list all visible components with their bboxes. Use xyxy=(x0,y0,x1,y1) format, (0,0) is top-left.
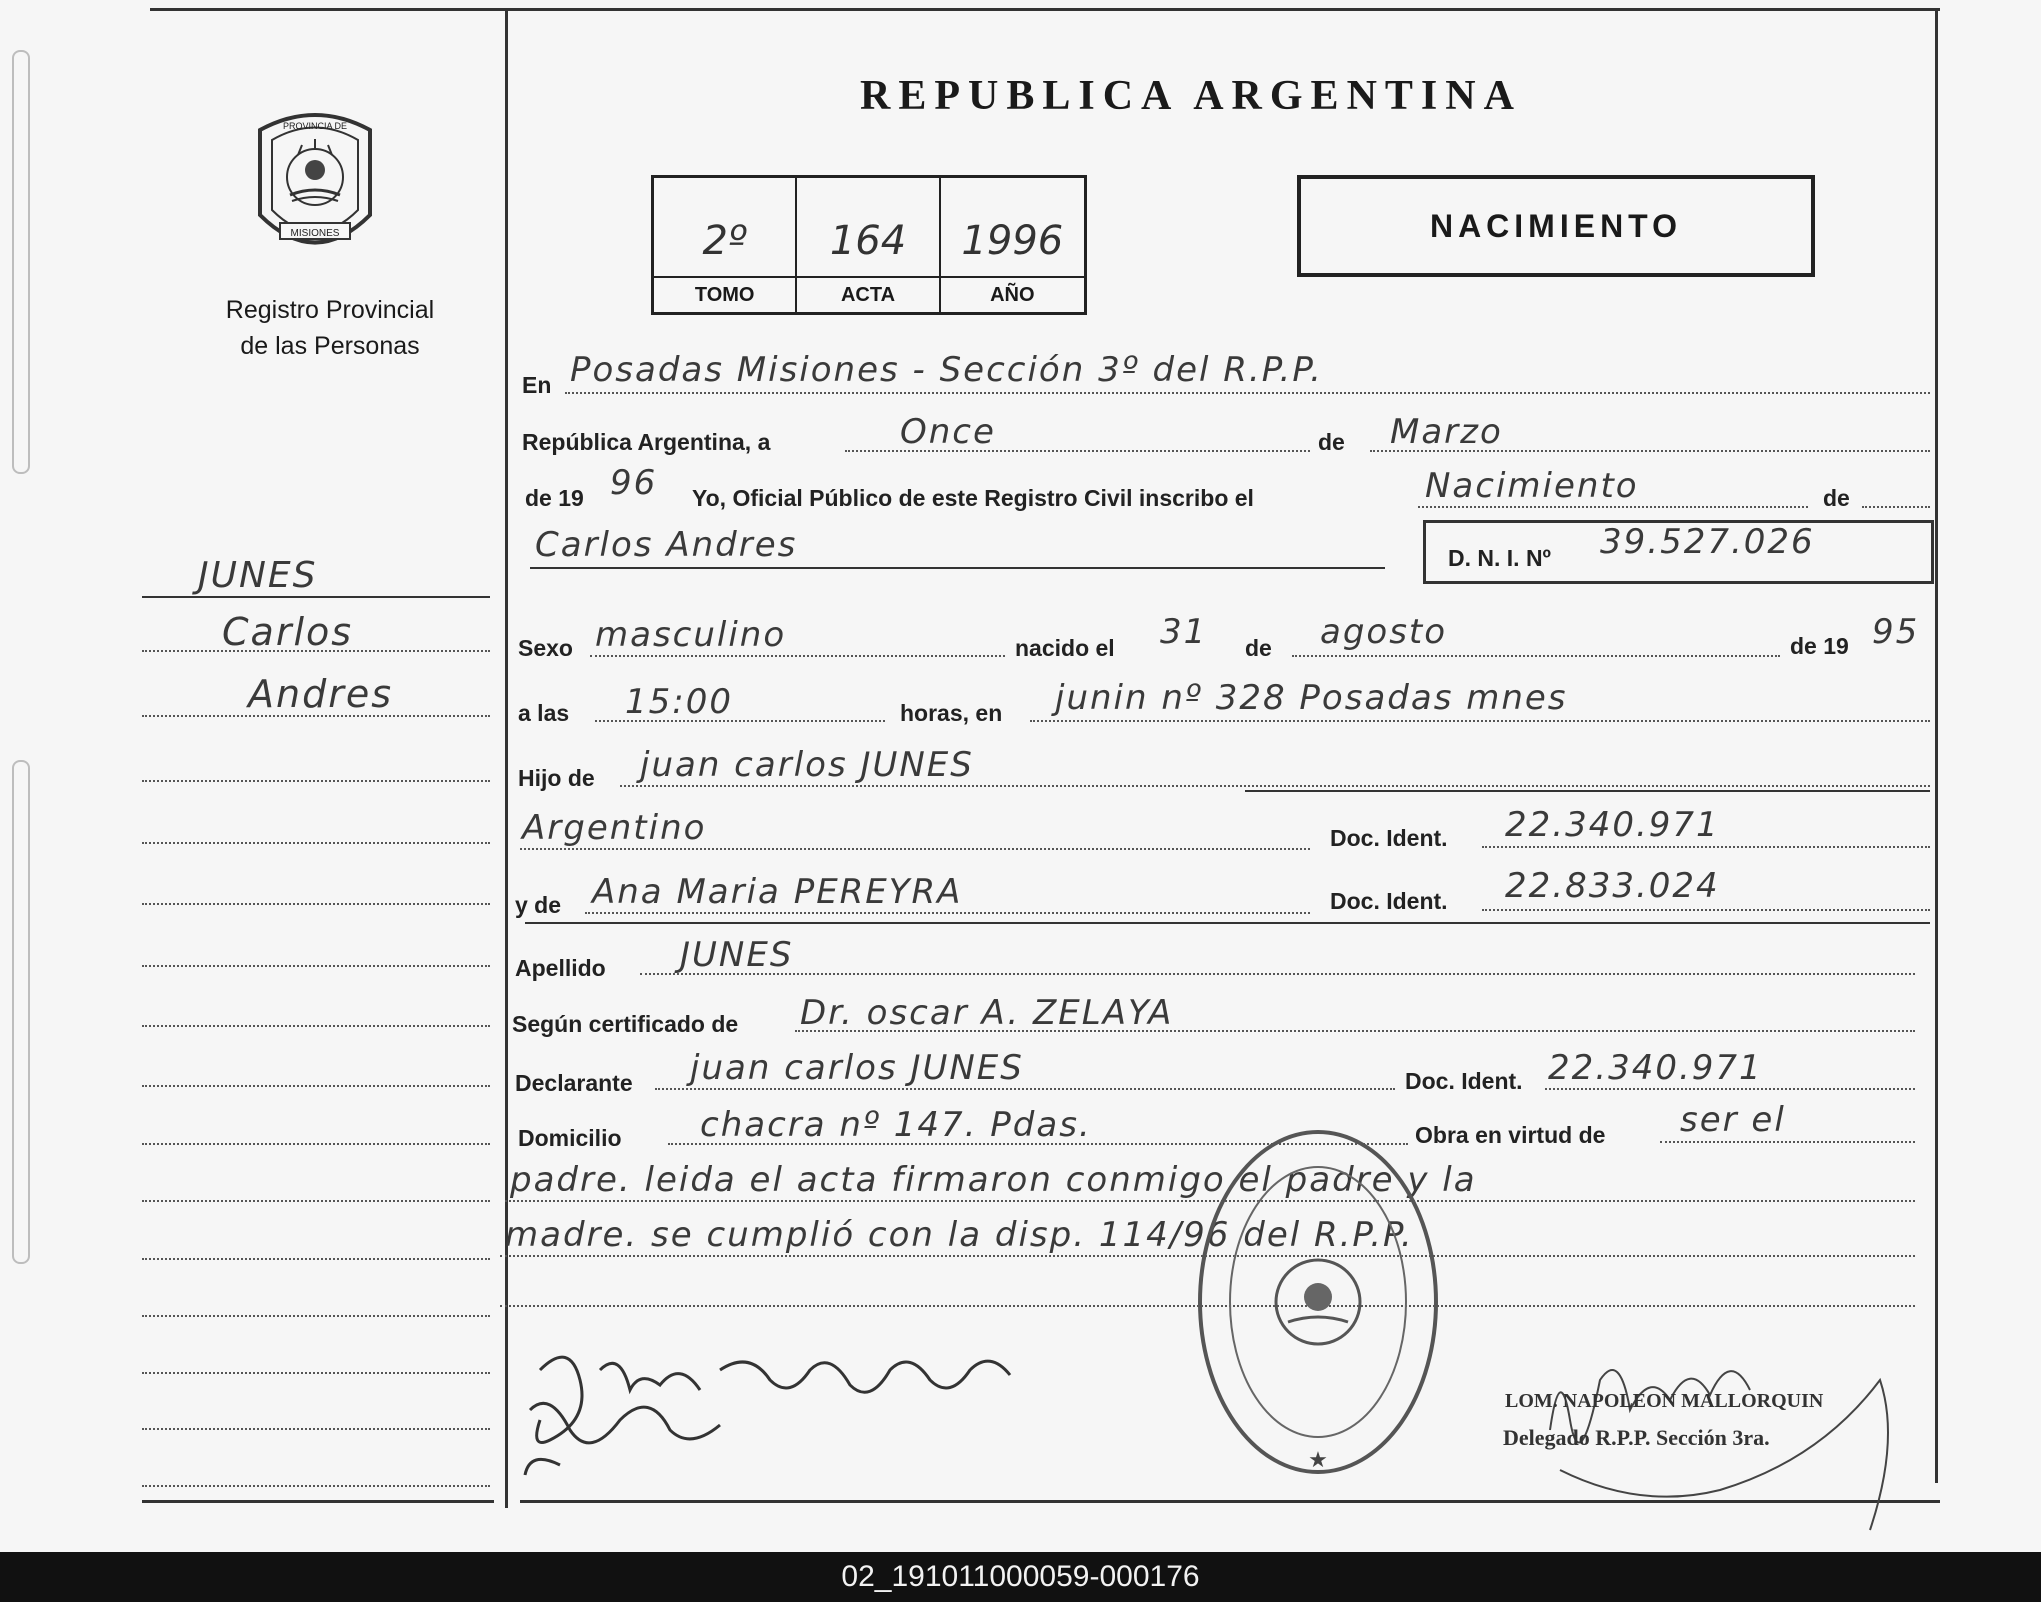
declarante-doc-line xyxy=(1545,1088,1915,1090)
column-divider xyxy=(505,8,508,1508)
padre-rule xyxy=(1245,790,1930,792)
official-title: Delegado R.P.P. Sección 3ra. xyxy=(1503,1425,1770,1450)
left-bottom-border xyxy=(142,1500,494,1503)
right-border xyxy=(1935,8,1938,1483)
padre-doc: 22.340.971 xyxy=(1505,805,1720,845)
nacido-dia: 31 xyxy=(1160,612,1208,652)
margin-note-surname: JUNES xyxy=(198,555,318,596)
dni-value: 39.527.026 xyxy=(1600,522,1815,562)
apellido-value: JUNES xyxy=(680,935,794,975)
registry-name xyxy=(180,292,480,364)
de-label-3: de xyxy=(1245,635,1272,661)
nacido-mes-line xyxy=(1292,655,1780,657)
margin-note-name2: Andres xyxy=(248,672,393,716)
top-border xyxy=(150,8,1940,11)
image-caption: 02_191011000059-000176 xyxy=(0,1552,2041,1602)
en-value: Posadas Misiones - Sección 3º del R.P.P. xyxy=(570,350,1323,390)
margin-line xyxy=(142,1025,490,1027)
doc-label-2: Doc. Ident. xyxy=(1330,888,1448,914)
margin-line xyxy=(142,715,490,717)
svg-text:MISIONES: MISIONES xyxy=(290,228,340,239)
yde-label: y de xyxy=(515,892,562,918)
acta-label: ACTA xyxy=(797,276,938,312)
margin-rule xyxy=(142,596,490,598)
nacido-anio: 95 xyxy=(1872,612,1920,652)
padre-doc-line xyxy=(1482,846,1930,848)
acta-value: 164 xyxy=(829,218,907,264)
lugar-value: junin nº 328 Posadas mnes xyxy=(1055,678,1568,718)
ano-value: 1996 xyxy=(961,218,1064,264)
margin-line xyxy=(142,650,490,652)
obra-label: Obra en virtud de xyxy=(1415,1122,1606,1148)
obs-value-2: madre. se cumplió con la disp. 114/96 del R.P.P. xyxy=(505,1215,1414,1255)
document-title: REPUBLICA ARGENTINA xyxy=(860,73,1522,119)
de-label-2: de xyxy=(1823,485,1850,511)
svg-text:PROVINCIA DE: PROVINCIA DE xyxy=(282,121,348,131)
sexo-label: Sexo xyxy=(518,635,573,661)
madre-doc: 22.833.024 xyxy=(1505,866,1720,906)
certificado-value: Dr. oscar A. ZELAYA xyxy=(800,993,1174,1033)
nombre-line xyxy=(530,567,1385,569)
margin-line xyxy=(142,1485,490,1487)
en-label: En xyxy=(522,372,552,398)
tomo-value: 2º xyxy=(702,218,747,264)
madre-value: Ana Maria PEREYRA xyxy=(592,872,963,912)
de-label: de xyxy=(1318,429,1345,455)
province-seal xyxy=(250,105,380,265)
margin-line xyxy=(142,1372,490,1374)
de19-label: de 19 xyxy=(525,485,584,511)
hijo-label: Hijo de xyxy=(518,765,595,791)
margin-line xyxy=(142,1085,490,1087)
margin-line xyxy=(142,965,490,967)
registry-name-line2: de las Personas xyxy=(240,332,420,360)
margin-line xyxy=(142,842,490,844)
nacido-label: nacido el xyxy=(1015,635,1115,661)
obs-value-1: padre. leida el acta firmaron conmigo el padre y la xyxy=(510,1160,1477,1200)
margin-line xyxy=(142,1258,490,1260)
declarante-label: Declarante xyxy=(515,1070,633,1096)
registry-name-line1: Registro Provincial xyxy=(225,296,435,324)
binding-edge xyxy=(12,760,30,1264)
parent-signature xyxy=(510,1330,1030,1485)
acto-value: Nacimiento xyxy=(1425,466,1639,506)
margin-line xyxy=(142,780,490,782)
de-line-2 xyxy=(1862,506,1930,508)
horas-label: horas, en xyxy=(900,700,1003,726)
margin-line xyxy=(142,1428,490,1430)
ano-cell xyxy=(941,178,1084,312)
margin-line xyxy=(142,1315,490,1317)
nacido-mes: agosto xyxy=(1320,612,1448,652)
margin-line xyxy=(142,1200,490,1202)
domicilio-label: Domicilio xyxy=(518,1125,622,1151)
obra-line xyxy=(1660,1141,1915,1143)
domicilio-value: chacra nº 147. Pdas. xyxy=(700,1105,1092,1145)
acto-line xyxy=(1418,506,1808,508)
padre-nac-line xyxy=(520,848,1310,850)
madre-rule xyxy=(525,922,1930,924)
binding-edge xyxy=(12,50,30,474)
tomo-cell xyxy=(654,178,797,312)
sexo-line xyxy=(590,655,1005,657)
declarante-value: juan carlos JUNES xyxy=(690,1048,1024,1088)
dia-value: Once xyxy=(900,412,996,452)
nombre-value: Carlos Andres xyxy=(535,525,798,565)
republica-label: República Argentina, a xyxy=(522,429,771,455)
margin-note-name1: Carlos xyxy=(222,610,354,654)
doc-label-1: Doc. Ident. xyxy=(1330,825,1448,851)
acta-cell xyxy=(797,178,940,312)
padre-value: juan carlos JUNES xyxy=(640,745,974,785)
mes-value: Marzo xyxy=(1390,412,1503,452)
tomo-label: TOMO xyxy=(654,276,795,312)
padre-line xyxy=(620,785,1930,787)
en-line xyxy=(565,392,1930,394)
alas-label: a las xyxy=(518,700,570,726)
yo-label: Yo, Oficial Público de este Registro Civil inscribo el xyxy=(692,485,1254,511)
obra-value: ser el xyxy=(1680,1100,1786,1140)
madre-doc-line xyxy=(1482,909,1930,911)
dni-label: D. N. I. Nº xyxy=(1448,545,1551,571)
official-name: LOM. NAPOLEON MALLORQUIN xyxy=(1505,1390,1824,1412)
padre-nac: Argentino xyxy=(522,808,707,848)
declarante-doc: 22.340.971 xyxy=(1548,1048,1763,1088)
declarante-line xyxy=(655,1088,1395,1090)
lugar-line xyxy=(1030,720,1930,722)
tomo-acta-ano-table xyxy=(651,175,1087,315)
apellido-line xyxy=(640,973,1915,975)
doc-label-3: Doc. Ident. xyxy=(1405,1068,1523,1094)
hora-value: 15:00 xyxy=(625,682,733,722)
madre-line xyxy=(585,912,1310,914)
segun-label: Según certificado de xyxy=(512,1011,739,1037)
record-type-box: NACIMIENTO xyxy=(1297,175,1815,277)
official-stamp xyxy=(1193,1122,1443,1482)
sexo-value: masculino xyxy=(595,615,787,655)
de19-label-2: de 19 xyxy=(1790,633,1849,659)
anio-value: 96 xyxy=(610,463,658,503)
stamp-star: ★ xyxy=(1308,1447,1328,1472)
margin-line xyxy=(142,903,490,905)
margin-line xyxy=(142,1143,490,1145)
ano-label: AÑO xyxy=(941,276,1084,312)
apellido-label: Apellido xyxy=(515,955,606,981)
